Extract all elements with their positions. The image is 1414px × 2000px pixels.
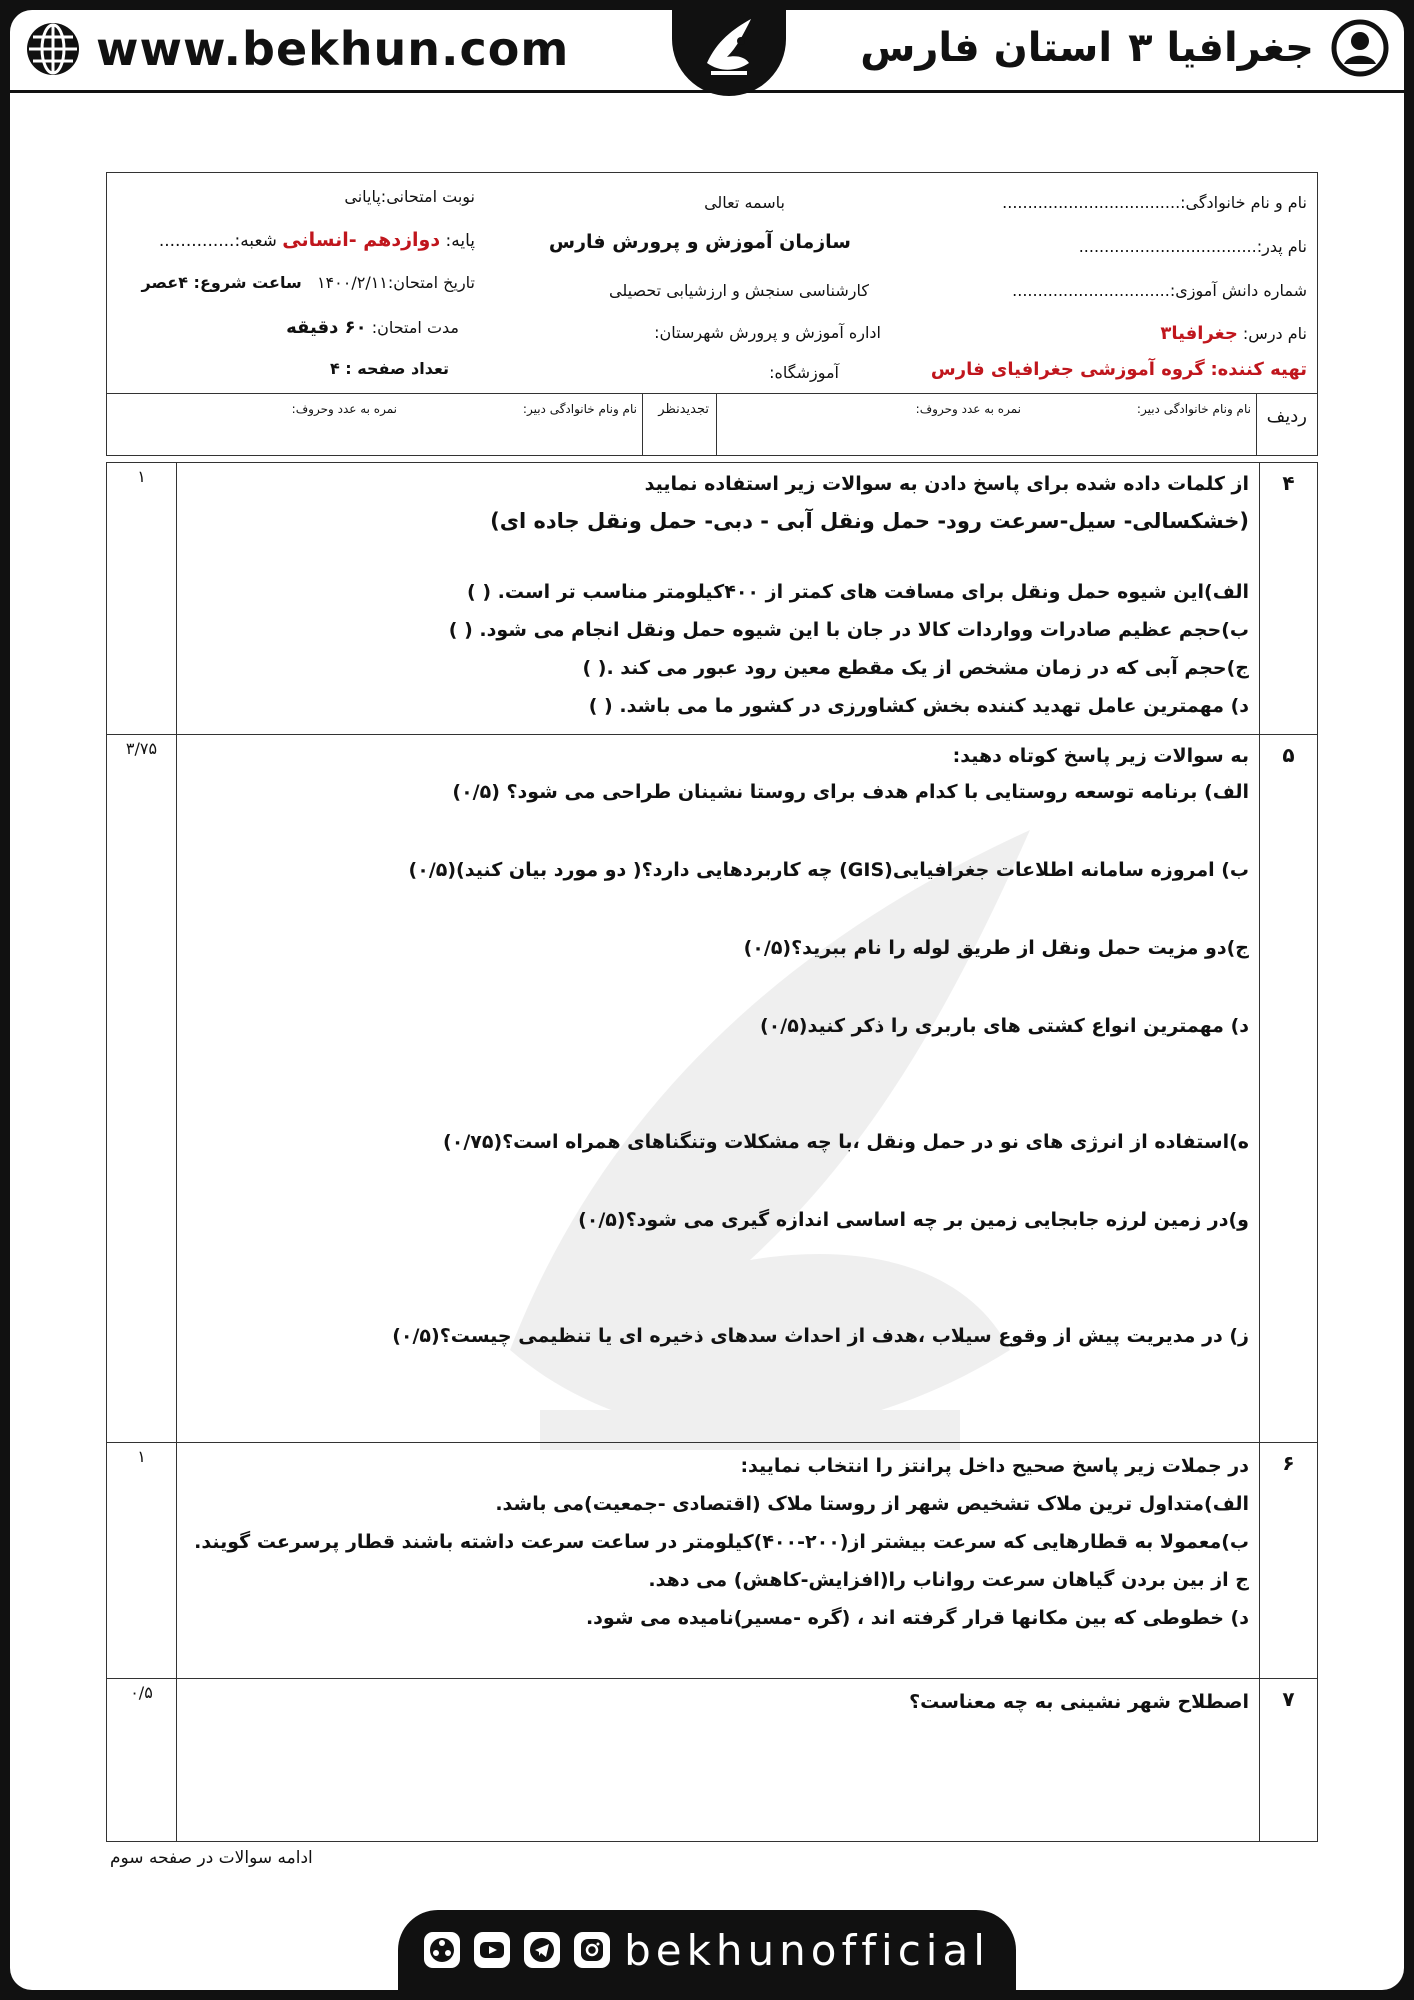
question-score: ۱ — [107, 1443, 177, 1678]
exam-date-time — [142, 273, 475, 292]
page-count: تعداد صفحه : ۴ — [329, 359, 449, 378]
question-row — [107, 735, 1317, 1443]
bekhun-logo-icon — [672, 10, 786, 96]
social-bar — [398, 1910, 1016, 1990]
grade-value: دوازدهم -انسانی — [282, 229, 441, 251]
author — [931, 359, 1307, 380]
student-number-field[interactable]: شماره دانش آموزی:............................... — [1012, 281, 1307, 300]
youtube-icon[interactable] — [474, 1932, 510, 1968]
grade-branch — [159, 229, 475, 251]
question-line[interactable]: ب)معمولا به قطارهایی که سرعت بیشتر از(۲۰۰-۴۰۰)کیلومتر در ساعت سرعت داشته باشند قطار پرسرعت گویند. — [194, 1531, 1249, 1553]
duration-label: مدت امتحان: — [371, 318, 459, 337]
author-label: تهیه کننده: — [1210, 359, 1307, 380]
instagram-icon[interactable] — [574, 1932, 610, 1968]
name-field[interactable]: نام و نام خانوادگی:................................... — [1002, 193, 1307, 212]
grade-label: پایه: — [445, 231, 475, 251]
title-region: استان فارس — [860, 25, 1113, 71]
question-line: ج)دو مزیت حمل ونقل از طریق لوله را نام ببرید؟(۰/۵) — [743, 937, 1249, 959]
globe-icon — [24, 20, 82, 78]
question-line[interactable]: الف)این شیوه حمل ونقل برای مسافت های کمتر از ۴۰۰کیلومتر مناسب تر است. ( ) — [467, 581, 1249, 603]
question-body — [187, 1443, 1249, 1678]
score-text-1[interactable]: نمره به عدد وحروف: — [915, 402, 1021, 416]
start-time: ساعت شروع: ۴عصر — [141, 273, 302, 292]
question-score: ۳/۷۵ — [107, 735, 177, 1442]
question-row — [107, 1443, 1317, 1679]
question-line: الف) برنامه توسعه روستایی با کدام هدف برای روستا نشینان طراحی می شود؟ (۰/۵) — [452, 781, 1249, 803]
course-label: نام درس: — [1242, 324, 1307, 343]
question-score: ۱ — [107, 463, 177, 734]
question-number: ۷ — [1259, 1679, 1317, 1841]
question-body — [187, 735, 1249, 1442]
review-header: تجدیدنظر — [658, 402, 709, 417]
site-link[interactable] — [24, 20, 569, 78]
father-name-field[interactable]: نام پدر:................................... — [1078, 237, 1307, 256]
question-row — [107, 463, 1317, 735]
duration-value: ۶۰ دقیقه — [286, 317, 367, 338]
score-text-2[interactable]: نمره به عدد وحروف: — [291, 402, 397, 416]
exam-title — [860, 18, 1390, 78]
student-info-box — [106, 172, 1318, 394]
question-row — [107, 1679, 1317, 1841]
city-office: اداره آموزش و پرورش شهرستان: — [654, 323, 881, 342]
social-handle[interactable]: bekhunofficial — [624, 1925, 990, 1975]
question-body — [187, 463, 1249, 734]
course-value: جغرافیا۳ — [1160, 323, 1238, 344]
radif-header: ردیف — [1266, 406, 1307, 427]
question-line: اصطلاح شهر نشینی به چه معناست؟ — [909, 1691, 1249, 1713]
question-line: ب) امروزه سامانه اطلاعات جغرافیایی(GIS) چه کاربردهایی دارد؟( دو مورد بیان کنید)(۰/۵) — [408, 859, 1249, 881]
exam-date: تاریخ امتحان:۱۴۰۰/۲/۱۱ — [316, 273, 475, 292]
question-number: ۴ — [1259, 463, 1317, 734]
question-line: به سوالات زیر پاسخ کوتاه دهید: — [952, 745, 1249, 767]
school-field[interactable]: آموزشگاه: — [769, 363, 839, 382]
continued-note: ادامه سوالات در صفحه سوم — [110, 1848, 313, 1868]
question-line[interactable]: د) مهمترین عامل تهدید کننده بخش کشاورزی در کشور ما می باشد. ( ) — [588, 695, 1249, 717]
question-line[interactable]: ب)حجم عظیم صادرات وواردات کالا در جان با این شیوه حمل ونقل انجام می شود. ( ) — [448, 619, 1249, 641]
question-score: ۰/۵ — [107, 1679, 177, 1841]
question-line: از کلمات داده شده برای پاسخ دادن به سوالات زیر استفاده نمایید — [644, 473, 1249, 495]
basmala: باسمه تعالی — [704, 193, 785, 212]
question-line[interactable]: ج از بین بردن گیاهان سرعت رواناب را(افزایش-کاهش) می دهد. — [648, 1569, 1249, 1591]
question-body — [187, 1679, 1249, 1841]
teacher-name-1[interactable]: نام ونام خانوادگی دبیر: — [1136, 402, 1251, 416]
questions-table — [106, 462, 1318, 1842]
exam-session: نوبت امتحانی:پایانی — [344, 187, 475, 206]
branch-field[interactable]: شعبه:.............. — [158, 231, 277, 251]
question-line[interactable]: ج)حجم آبی که در زمان مشخص از یک مقطع معین رود عبور می کند .( ) — [582, 657, 1249, 679]
question-line: ه)استفاده از انرژی های نو در حمل ونقل ،با چه مشکلات وتنگناهای همراه است؟(۰/۷۵) — [443, 1131, 1249, 1153]
exam-sheet — [10, 10, 1404, 1990]
question-number: ۶ — [1259, 1443, 1317, 1678]
user-circle-icon — [1330, 18, 1390, 78]
film-reel-icon[interactable] — [424, 1932, 460, 1968]
question-line: در جملات زیر پاسخ صحیح داخل پرانتز را انتخاب نمایید: — [740, 1455, 1249, 1477]
top-header — [10, 10, 1404, 93]
grades-row — [106, 394, 1318, 456]
question-line[interactable]: الف)متداول ترین ملاک تشخیص شهر از روستا ملاک (اقتصادی -جمعیت)می باشد. — [495, 1493, 1249, 1515]
teacher-name-2[interactable]: نام ونام خانوادگی دبیر: — [522, 402, 637, 416]
course-name — [1160, 323, 1307, 344]
telegram-icon[interactable] — [524, 1932, 560, 1968]
question-line: و)در زمین لرزه جابجایی زمین بر چه اساسی اندازه گیری می شود؟(۰/۵) — [578, 1209, 1249, 1231]
site-url[interactable]: www.bekhun.com — [96, 22, 570, 76]
exam-duration — [286, 317, 459, 338]
question-line: ز) در مدیریت پیش از وقوع سیلاب ،هدف از احداث سدهای ذخیره ای یا تنظیمی چیست؟(۰/۵) — [392, 1325, 1249, 1347]
question-line: (خشکسالی- سیل-سرعت رود- حمل ونقل آبی - دبی- حمل ونقل جاده ای) — [490, 509, 1249, 533]
title-subject: جغرافیا ۳ — [1128, 25, 1314, 71]
question-line: د) مهمترین انواع کشتی های باربری را ذکر کنید(۰/۵) — [759, 1015, 1249, 1037]
author-value: گروه آموزشی جغرافیای فارس — [930, 359, 1205, 380]
question-line[interactable]: د) خطوطی که بین مکانها قرار گرفته اند ، (گره -مسیر)نامیده می شود. — [585, 1607, 1249, 1629]
question-number: ۵ — [1259, 735, 1317, 1442]
organization: سازمان آموزش و پرورش فارس — [548, 231, 851, 253]
department: کارشناسی سنجش و ارزشیابی تحصیلی — [608, 281, 869, 300]
